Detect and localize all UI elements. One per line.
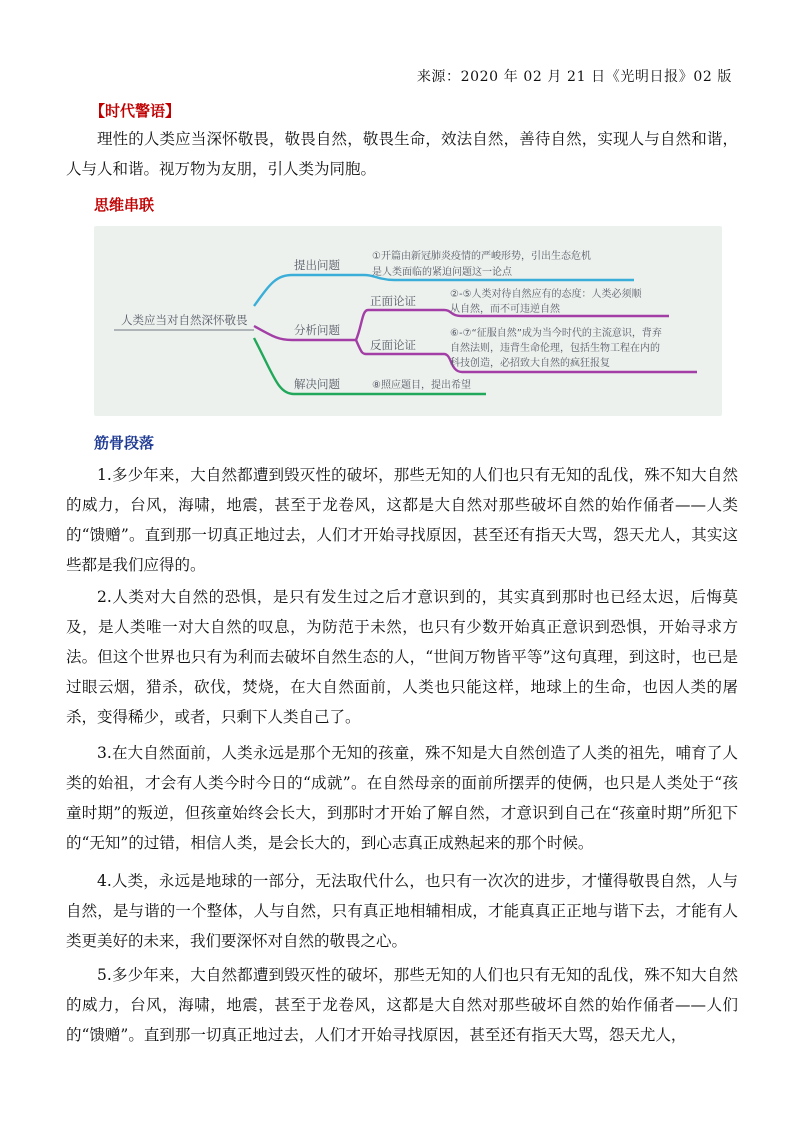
mind-map-svg <box>94 226 722 416</box>
branch-solve-label: 解决问题 <box>294 377 340 391</box>
branch-raise-text-1: ①开篇由新冠肺炎疫情的严峻形势，引出生态危机 <box>372 251 591 262</box>
section-title-time-warning: 【时代警语】 <box>90 102 181 120</box>
mind-map <box>94 226 722 416</box>
paragraph-4: 4.人类，永远是地球的一部分，无法取代什么，也只有一次次的进步，才懂得敬畏自然，人与自然，是与谐的一个整体，人与自然，只有真正地相辅相成，才能真真正正地与谐下去，才能有人类更美好的未来，我们要深怀对自然的敬畏之心。 <box>66 872 738 950</box>
paragraph-3: 3.在大自然面前，人类永远是那个无知的孩童，殊不知是大自然创造了人类的祖先，哺育了人类的始祖，才会有人类今时今日的“成就”。在自然母亲的面前所摆弄的使俩，也只是人类处于“孩童时期”的叛逆，但孩童始终会长大，到那时才开始了解自然，才意识到自己在“孩童时期”所犯下的“无知”的过错，相信人类，是会长大的，到心志真正成熟起来的那个时候。 <box>66 744 738 852</box>
paragraph-2: 2.人类对大自然的恐惧，是只有发生过之后才意识到的，其实真到那时也已经太迟，后悔莫及，是人类唯一对大自然的叹息，为防范于未然，也只有少数开始真正意识到恐惧，开始寻求方法。但这个世界也只有为利而去破坏自然生态的人，“世间万物皆平等”这句真理，到这时，也已是过眼云烟，猎杀，砍伐，焚烧，在大自然面前，人类也只能这样，地球上的生命，也因人类的屠杀，变得稀少，或者，只剩下人类自己了。 <box>66 588 738 726</box>
branch-positive-line <box>356 310 444 340</box>
branch-negative-text-1: ⑥-⑦“征服自然”成为当今时代的主流意识，背弃 <box>450 328 662 339</box>
branch-positive-text-1: ②-⑤人类对待自然应有的态度：人类必须顺 <box>450 289 642 300</box>
branch-negative-label: 反面论证 <box>370 338 416 352</box>
branch-raise-label: 提出问题 <box>294 258 340 272</box>
branch-raise-line <box>254 275 364 306</box>
paragraph-5: 5.多少年来，大自然都遭到毁灭性的破坏，那些无知的人们也只有无知的乱伐，殊不知大自然的威力，台风，海啸，地震，甚至于龙卷风，这都是大自然对那些破坏自然的始作俑者——人们的“馈赠”。直到那一切真正地过去，人们才开始寻找原因，甚至还有指天大骂，怨天尤人， <box>66 966 738 1044</box>
paragraph-1: 1.多少年来，大自然都遭到毁灭性的破坏，那些无知的人们也只有无知的乱伐，殊不知大自然的威力，台风，海啸，地震，甚至于龙卷风，这都是大自然对那些破坏自然的始作俑者——人类的“馈赠”。直到那一切真正地过去，人们才开始寻找原因，甚至还有指天大骂，怨天尤人，其实这些都是我们应得的。 <box>66 466 738 574</box>
section-title-paragraphs: 筋骨段落 <box>94 434 155 452</box>
branch-positive-label: 正面论证 <box>370 294 416 308</box>
section-title-mindmap: 思维串联 <box>94 196 155 214</box>
branch-negative-text-3: 科技创造，必招致大自然的疯狂报复 <box>450 358 610 369</box>
time-warning-text: 理性的人类应当深怀敬畏，敬畏自然，敬畏生命，效法自然，善待自然，实现人与自然和谐，人与人和谐。视万物为友朋，引人类为同胞。 <box>66 130 738 178</box>
branch-analyze-label: 分析问题 <box>294 323 340 337</box>
source-line: 来源：2020 年 02 月 21 日《光明日报》02 版 <box>416 69 732 85</box>
branch-solve-text-1: ⑧照应题目，提出希望 <box>372 380 471 391</box>
branch-negative-text-2: 自然法则，违背生命伦理，包括生物工程在内的 <box>450 343 660 354</box>
branch-positive-text-2: 从自然，而不可违逆自然 <box>450 304 560 315</box>
branch-raise-text-2: 是人类面临的紧迫问题这一论点 <box>372 267 512 278</box>
root-label: 人类应当对自然深怀敬畏 <box>121 313 248 327</box>
